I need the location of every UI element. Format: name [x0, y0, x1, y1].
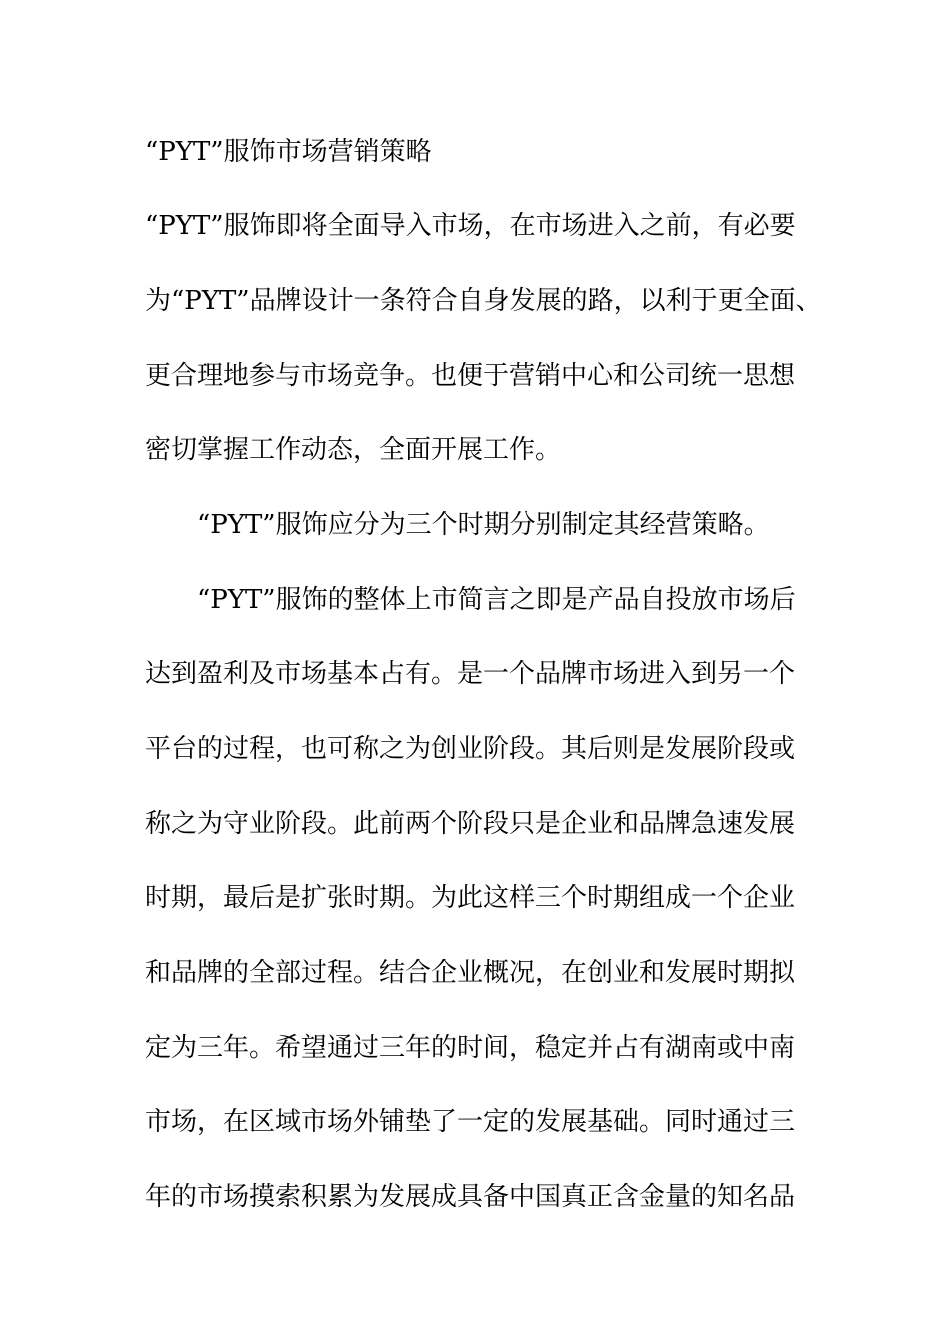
- paragraph-3-line-5: 时期，最后是扩张时期。为此这样三个时期组成一个企业: [145, 883, 796, 913]
- paragraph-3-line-3: 平台的过程，也可称之为创业阶段。其后则是发展阶段或: [145, 734, 796, 764]
- paragraph-3-line-9: 年的市场摸索积累为发展成具备中国真正含金量的知名品: [145, 1182, 796, 1212]
- paragraph-3-line-8: 市场，在区域市场外铺垫了一定的发展基础。同时通过三: [145, 1107, 796, 1137]
- paragraph-3-line-1: “PYT”服饰的整体上市简言之即是产品自投放市场后: [197, 585, 796, 615]
- paragraph-3-line-6: 和品牌的全部过程。结合企业概况，在创业和发展时期拟: [145, 958, 796, 988]
- paragraph-2-line-1: “PYT”服饰应分为三个时期分别制定其经营策略。: [197, 510, 770, 540]
- paragraph-1-line-4: 密切掌握工作动态，全面开展工作。: [145, 435, 562, 465]
- paragraph-1-line-3: 更合理地参与市场竞争。也便于营销中心和公司统一思想: [145, 361, 796, 391]
- document-title: “PYT”服饰市场营销策略: [145, 137, 432, 167]
- paragraph-3-line-2: 达到盈利及市场基本占有。是一个品牌市场进入到另一个: [145, 659, 796, 689]
- paragraph-3-line-4: 称之为守业阶段。此前两个阶段只是企业和品牌急速发展: [145, 809, 796, 839]
- paragraph-3-line-7: 定为三年。希望通过三年的时间，稳定并占有湖南或中南: [145, 1033, 796, 1063]
- paragraph-1-line-1: “PYT”服饰即将全面导入市场，在市场进入之前，有必要: [145, 211, 796, 241]
- paragraph-1-line-2: 为“PYT”品牌设计一条符合自身发展的路，以利于更全面、: [145, 286, 822, 316]
